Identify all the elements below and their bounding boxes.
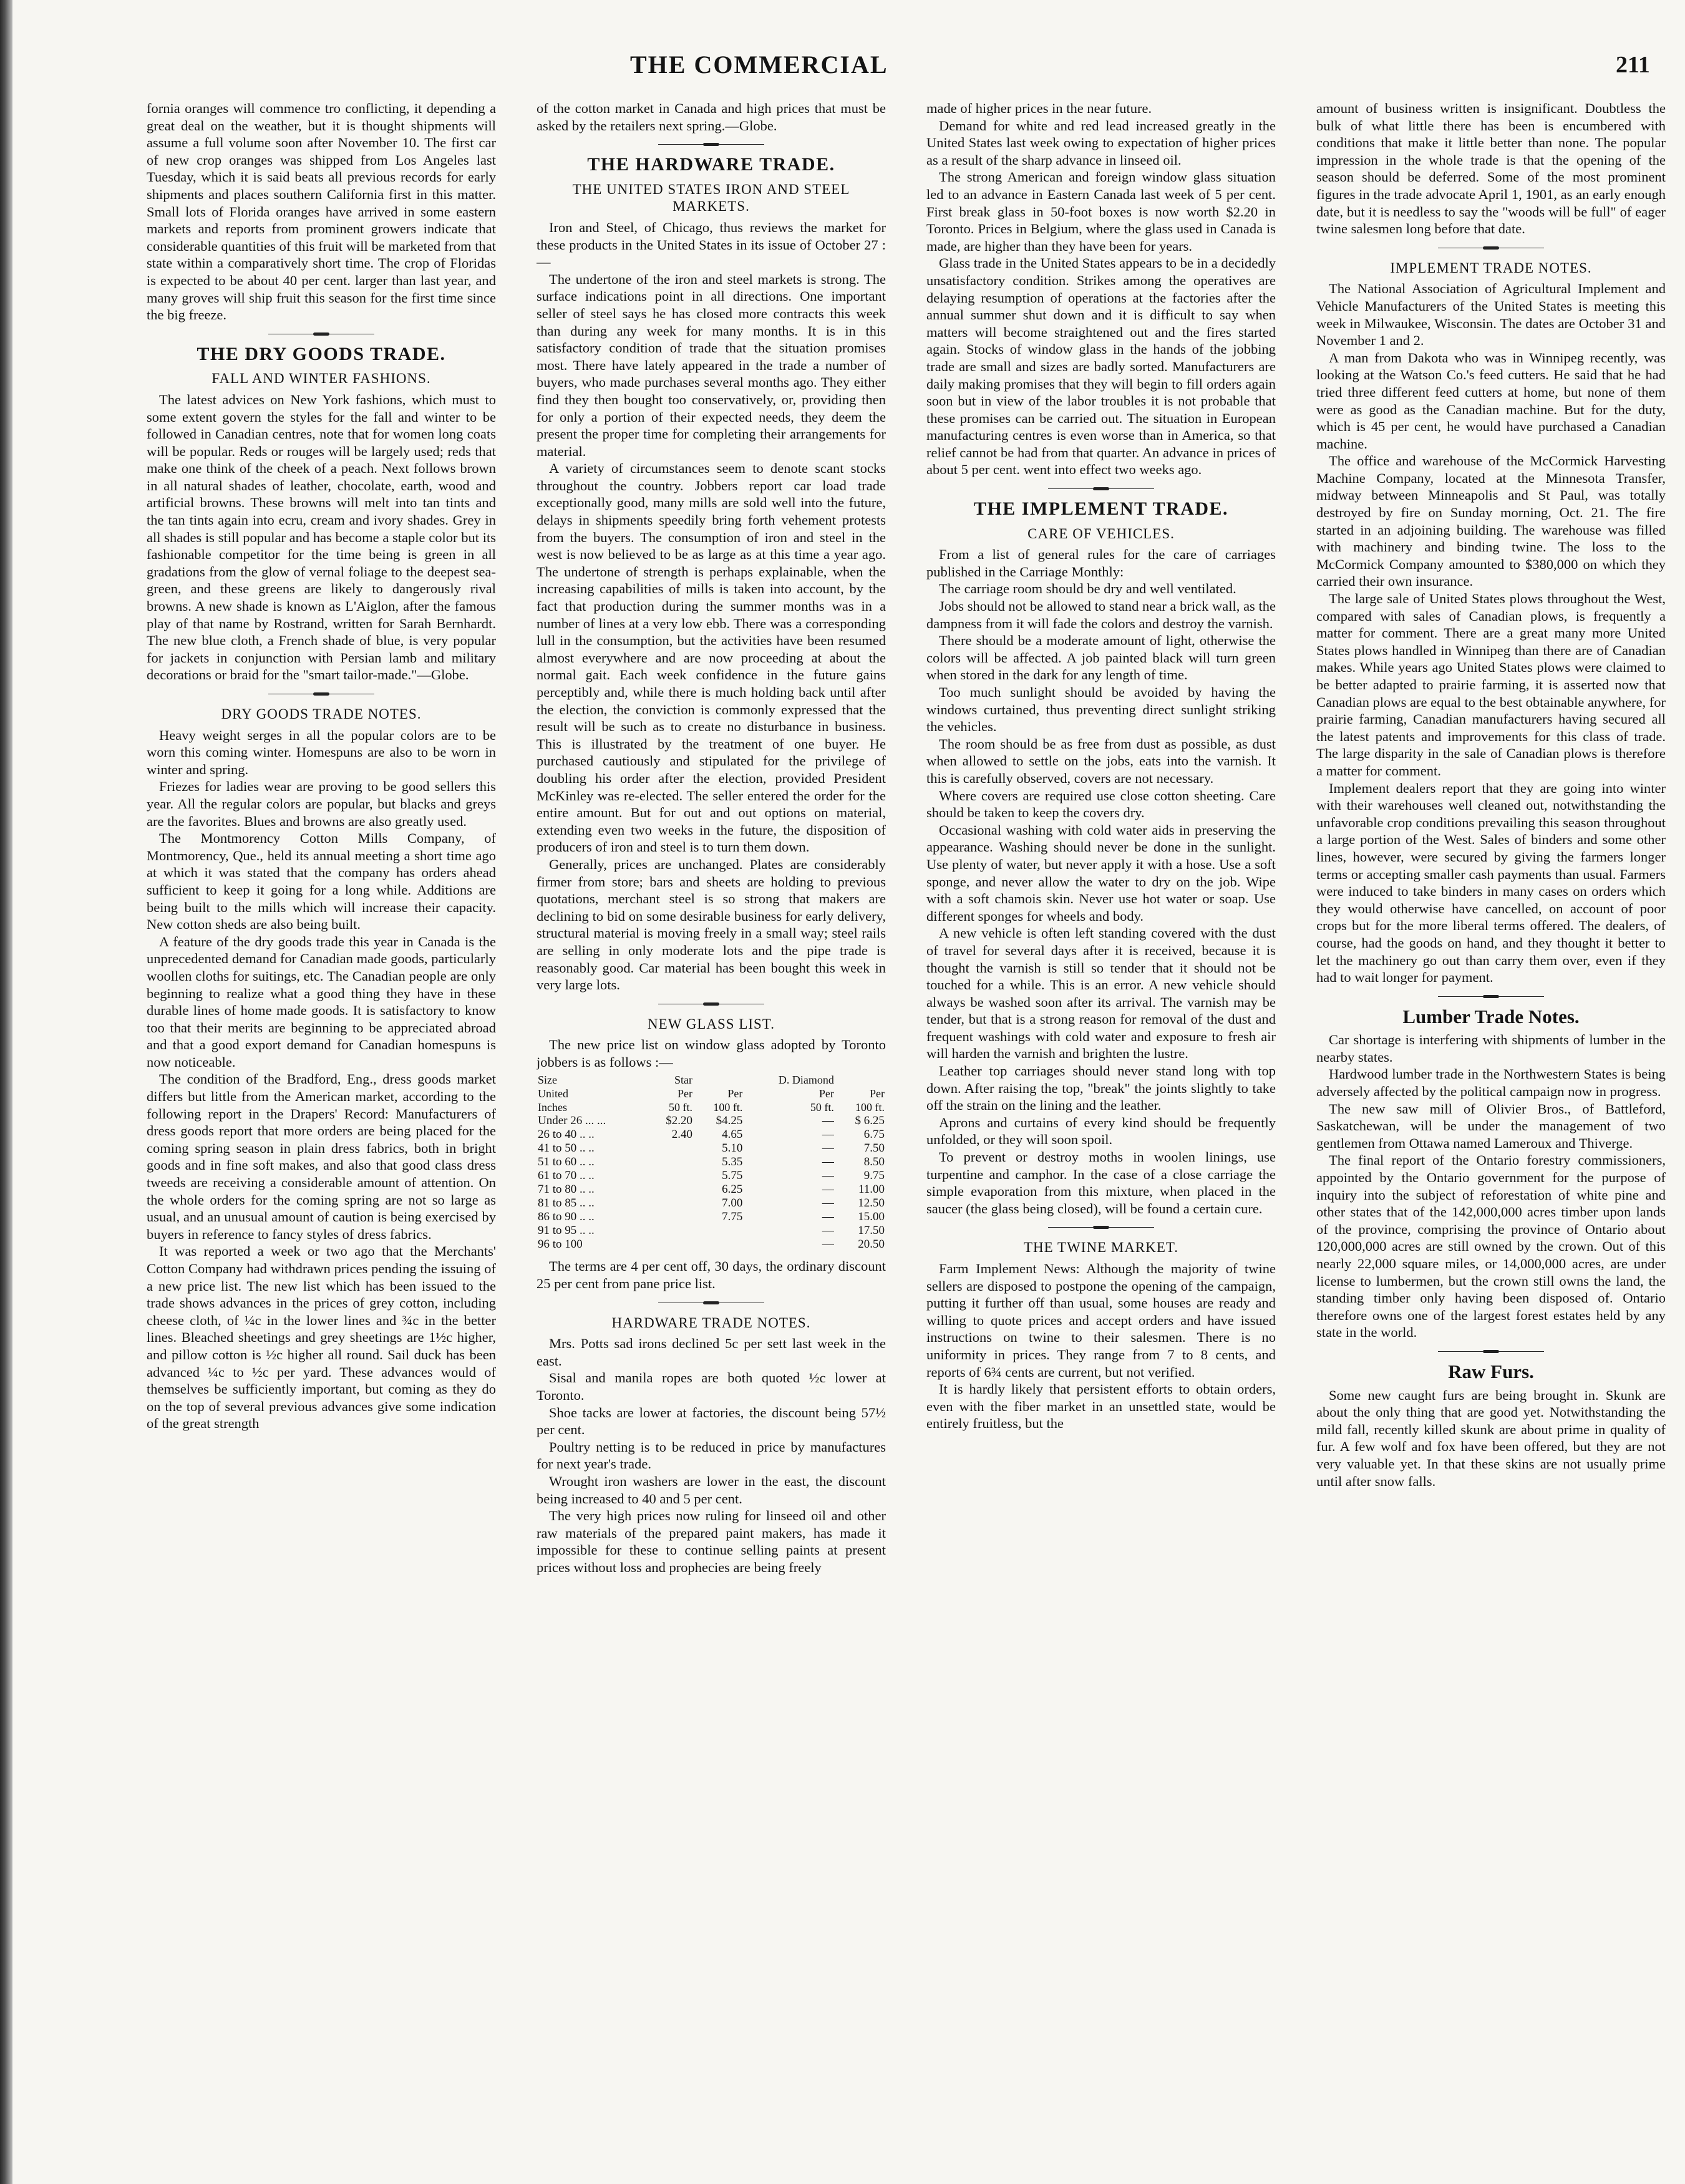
table-cell: Per bbox=[727, 1087, 743, 1100]
table-cell: 71 to 80 .. .. bbox=[538, 1183, 595, 1196]
table-cell bbox=[648, 1155, 694, 1169]
page-binding-edge bbox=[0, 0, 12, 2184]
section-divider bbox=[268, 692, 374, 696]
table-cell: 6.75 bbox=[863, 1128, 885, 1142]
subheading-dry-goods-notes: DRY GOODS TRADE NOTES. bbox=[221, 706, 422, 722]
table-cell bbox=[648, 1183, 694, 1196]
table-cell: 50 ft. bbox=[810, 1101, 834, 1114]
article-paragraph: Wrought iron washers are lower in the east, the discount being increased to 40 and 5 per cent. bbox=[537, 1473, 886, 1507]
page-number: 211 bbox=[1616, 52, 1650, 78]
table-header-row bbox=[537, 1073, 886, 1087]
section-heading-implement: THE IMPLEMENT TRADE. bbox=[973, 498, 1229, 520]
table-cell: Star bbox=[674, 1074, 693, 1087]
table-cell: — bbox=[822, 1142, 834, 1155]
section-divider bbox=[1048, 487, 1154, 490]
table-cell: 86 to 90 .. .. bbox=[538, 1210, 595, 1224]
table-cell: 7.00 bbox=[722, 1196, 743, 1210]
table-cell: — bbox=[822, 1155, 834, 1169]
section-divider bbox=[658, 143, 764, 146]
article-paragraph: A man from Dakota who was in Winnipeg recently, was looking at the Watson Co.'s feed cutters. He said that he had tried three different feed cutters at home, but none of them were as good as the Canadian machine. But for the duty, which is 45 per cent, he would have purchased a Canadian machine. bbox=[1316, 349, 1666, 452]
table-row bbox=[537, 1183, 886, 1196]
section-divider bbox=[1438, 1350, 1544, 1353]
section-divider bbox=[1438, 246, 1544, 250]
column-3 bbox=[926, 100, 1276, 2171]
article-paragraph: Sisal and manila ropes are both quoted ½c lower at Toronto. bbox=[537, 1370, 886, 1404]
article-paragraph: Shoe tacks are lower at factories, the discount being 57½ per cent. bbox=[537, 1404, 886, 1438]
table-cell: Per bbox=[677, 1087, 693, 1100]
table-cell: 2.40 bbox=[671, 1128, 693, 1142]
table-cell bbox=[648, 1210, 694, 1224]
table-cell: 5.10 bbox=[722, 1142, 743, 1155]
table-cell: United bbox=[538, 1087, 568, 1100]
table-row bbox=[537, 1142, 886, 1155]
article-paragraph: Poultry netting is to be reduced in price by manufactures for next year's trade. bbox=[537, 1439, 886, 1472]
table-row bbox=[537, 1169, 886, 1183]
section-divider bbox=[1048, 1226, 1154, 1229]
article-paragraph: Aprons and curtains of every kind should be frequently unfolded, or they will soon spoil. bbox=[926, 1114, 1276, 1148]
article-paragraph: It was reported a week or two ago that the Merchants' Cotton Company had withdrawn prices pending the issuing of a new price list. The new list which has been issued to the trade shows advances in the prices of grey cotton, including cheese cloth, of ¼c in the lower lines and ¾c in the better lines. Bleached sheetings and grey sheetings are 1½c higher, and pillow cotton is ½c higher all round. Sail duck has been advanced ¼c to ½c per yard. These advances would of themselves be sufficiently important, but coming as they do on the top of several previous advances give some indication of the great strength bbox=[147, 1243, 496, 1432]
subheading-glass-list: NEW GLASS LIST. bbox=[648, 1016, 775, 1032]
table-cell: $4.25 bbox=[716, 1114, 743, 1128]
table-cell: Per bbox=[818, 1087, 834, 1100]
table-row bbox=[537, 1114, 886, 1128]
article-paragraph: Some new caught furs are being brought in. Skunk are about the only thing that are good yet. Notwithstanding the mild fall, recently killed skunk are about prime in quality of fur. A few wolf and fox have been offered, but they are not very valuable yet. In that these skins are not usually prime until after snow falls. bbox=[1316, 1387, 1666, 1489]
table-cell: 17.50 bbox=[858, 1224, 885, 1238]
article-paragraph: The carriage room should be dry and well ventilated. bbox=[939, 581, 1236, 597]
article-paragraph: The National Association of Agricultural Implement and Vehicle Manufacturers of the United States is meeting this week in Milwaukee, Wisconsin. The dates are October 31 and November 1 and 2. bbox=[1316, 281, 1666, 349]
article-paragraph: The room should be as free from dust as possible, as dust when allowed to settle on the jobs, eats into the varnish. It this is carefully observed, covers are not necessary. bbox=[926, 735, 1276, 786]
table-header-row bbox=[537, 1100, 886, 1114]
table-cell bbox=[648, 1196, 694, 1210]
article-paragraph: The Montmorency Cotton Mills Company, of Montmorency, Que., held its annual meeting a short time ago at which it was stated that the company has orders ahead sufficient to keep it going for a long while. Additions are being built to the mills which will increase their capacity. New cotton sheds are also being built. bbox=[147, 830, 496, 933]
article-paragraph: The new saw mill of Olivier Bros., of Battleford, Saskatchewan, will be under the management of two gentlemen from Ottawa named Lameroux and Thiverge. bbox=[1316, 1100, 1666, 1151]
table-cell: 51 to 60 .. .. bbox=[538, 1155, 595, 1169]
table-cell: — bbox=[822, 1224, 834, 1238]
subheading-hardware-notes: HARDWARE TRADE NOTES. bbox=[611, 1314, 811, 1331]
table-cell: — bbox=[822, 1196, 834, 1210]
table-cell: — bbox=[822, 1128, 834, 1142]
table-cell: 100 ft. bbox=[713, 1101, 743, 1114]
section-heading-raw-furs: Raw Furs. bbox=[1448, 1360, 1534, 1382]
article-paragraph: Glass trade in the United States appears to be in a decidedly unsatisfactory condition. Strikes among the operatives are delaying resumption of operations at the factories after the annual summer shut down and it is difficult to say when matters will become straightened out and the fires started again. Stocks of window glass in the hands of the jobbing trade are small and sizes are badly sorted. Manufacturers are daily making promises that they will begin to fill orders again soon but in view of the labor troubles it is not probable that these promises can be carried out. The situation in European manufacturing centres is even worse than in America, so that relief cannot be had from that quarter. An advance in prices of about 5 per cent. went into effect two weeks ago. bbox=[926, 255, 1276, 478]
article-paragraph: The final report of the Ontario forestry commissioners, appointed by the Ontario government for the purpose of inquiry into the subject of reforestation of white pine and other states that of the 142,000,000 acres timber upon lands of the province, comprising the province of Ontario about 120,000,000 acres are still owned by the crown. Out of this nearly 22,000 square miles, or 14,000,000 acres, are under license to lumbermen, but the crown still owns the land, the standing timber only having been disposed of. Ontario therefore owns one of the largest forest estates held by any state in the world. bbox=[1316, 1152, 1666, 1341]
article-paragraph: Implement dealers report that they are going into winter with their warehouses well cleaned out, notwithstanding the unfavorable crop conditions prevailing this season throughout a large portion of the West. Sales of binders and some other lines, however, were secured by giving the farmers longer terms or accepting smaller cash payments than usual. Farmers were induced to take binders in many cases on orders which they would otherwise have cancelled, on account of poor crops but for the more liberal terms offered. The dealers, of course, had the goods on hand, and they thought it better to let the machinery go out than carry them over, even if they had to wait longer for payment. bbox=[1316, 780, 1666, 986]
article-paragraph: made of higher prices in the near future. bbox=[926, 100, 1152, 116]
article-paragraph: The new price list on window glass adopted by Toronto jobbers is as follows :— bbox=[537, 1037, 886, 1070]
table-cell: Size bbox=[538, 1074, 557, 1087]
column-4 bbox=[1316, 100, 1666, 2171]
table-cell: 100 ft. bbox=[855, 1101, 885, 1114]
article-paragraph: It is hardly likely that persistent efforts to obtain orders, even with the fiber market in an unsettled state, would be entirely fruitless, but the bbox=[926, 1381, 1276, 1432]
subheading-implement-notes: IMPLEMENT TRADE NOTES. bbox=[1390, 260, 1592, 276]
article-paragraph: fornia oranges will commence tro conflicting, it depending a great deal on the weather, but it is thought shipments will assume a full volume soon after November 10. The first car of new crop oranges was shipped from Los Angeles last Tuesday, which it is said beats all previous records for early shipments and places southern California first in this matter. Small lots of Florida oranges have arrived in some eastern markets and reports from prominent growers indicate that considerable quantities of this fruit will be marketed from that state within a comparatively short time. The crop of Floridas is expected to be about 40 per cent. larger than last year, and many groves will ship fruit this season for the first time since the big freeze. bbox=[147, 100, 496, 323]
article-paragraph: Generally, prices are unchanged. Plates are considerably firmer from store; bars and sheets are holding to previous quotations, merchant steel is so strong that makers are declining to bid on some desirable business for early delivery, structural material is moving freely in a small way; steel rails are selling in only moderate lots and the pipe trade is reasonably good. Car material has been bought this week in very large lots. bbox=[537, 856, 886, 993]
running-title: THE COMMERCIAL bbox=[630, 51, 888, 79]
article-paragraph: The undertone of the iron and steel markets is strong. The surface indications point in all directions. One important seller of steel says he has closed more contracts this week than during any week for many months. It is in this satisfactory condition of trade that the situation promises most. There have lately appeared in the trade a number of buyers, who made purchases several months ago. They either find they then bought too conservatively, or, providing then for only a portion of their expected needs, they deem the present the proper time for completing their arrangements for material. bbox=[537, 271, 886, 459]
article-paragraph: The latest advices on New York fashions, which must to some extent govern the styles for the fall and winter to be followed in Canadian centres, note that for women long coats will be popular. Reds or rouges will be largely used; reds that make one think of the cheek of a peach. Next follows brown in all natural shades of leather, chocolate, earth, wood and artificial browns. These browns will melt into tan tints and the tan tints again into ecru, cream and ivory shades. Grey in all shades is still popular and has become a staple color but its fashionable competitor for the time being is green in all gradations from the glow of vernal foliage to the deepest sea-green, and these greens are likely to dangerously rival browns. A new shade is known as L'Aiglon, after the famous play of that name by Rostrand, written for Sarah Bernhardt. The new blue cloth, a French shade of blue, is very popular for jackets in conjunction with Persian lamb and military decorations or braid for the "smart tailor-made."—Globe. bbox=[147, 391, 496, 683]
article-paragraph: The strong American and foreign window glass situation led to an advance in Eastern Canada last week of 5 per cent. First break glass in 50-foot boxes is now worth $2.20 in Toronto. Prices in Belgium, where the glass used in Canada is made, are higher than they have been for years. bbox=[926, 169, 1276, 254]
article-paragraph: Hardwood lumber trade in the Northwestern States is being adversely affected by the political campaign now in progress. bbox=[1316, 1066, 1666, 1100]
article-paragraph: Jobs should not be allowed to stand near a brick wall, as the dampness from it will fade the colors and destroy the varnish. bbox=[926, 598, 1276, 631]
table-cell bbox=[648, 1238, 694, 1251]
table-cell: Under 26 ... ... bbox=[538, 1114, 606, 1128]
table-cell: — bbox=[822, 1238, 834, 1251]
table-cell: 7.50 bbox=[863, 1142, 885, 1155]
article-paragraph: The condition of the Bradford, Eng., dress goods market differs but little from the American market, according to the following report in the Drapers' Record: Manufacturers of dress goods report that more orders are being placed for the coming spring season in plain dress fabrics, both in bright goods and in fine soft makes, and also that good class dress tweeds are receiving a considerable amount of attention. On the whole orders for the coming spring are not so large as usual, and an unusual amount of caution is being exercised by buyers in reference to fancy styles of dress fabrics. bbox=[147, 1071, 496, 1242]
article-paragraph: There should be a moderate amount of light, otherwise the colors will be affected. A job painted black will turn green when stored in the dark for any length of time. bbox=[926, 633, 1276, 683]
article-paragraph: The very high prices now ruling for linseed oil and other raw materials of the prepared paint makers, has made it impossible for these to continue selling paints at present prices without loss and prophecies are being freely bbox=[537, 1508, 886, 1575]
table-cell: 6.25 bbox=[722, 1183, 743, 1196]
table-cell: 50 ft. bbox=[669, 1101, 693, 1114]
table-row bbox=[537, 1155, 886, 1169]
subheading-twine-market: THE TWINE MARKET. bbox=[1023, 1240, 1179, 1256]
glass-price-table bbox=[537, 1073, 886, 1251]
table-row bbox=[537, 1210, 886, 1224]
article-paragraph: Mrs. Potts sad irons declined 5c per sett last week in the east. bbox=[537, 1336, 886, 1369]
table-cell: 41 to 50 .. .. bbox=[538, 1142, 595, 1155]
table-cell: 5.35 bbox=[722, 1155, 743, 1169]
article-paragraph: A feature of the dry goods trade this year in Canada is the unprecedented demand for Canadian made goods, particularly woollen cloths for suitings, etc. The Canadian people are only beginning to realize what a good thing they have in these durable lines of home made goods. It is satisfactory to know too that their merits are beginning to be appreciated abroad and that a good export demand for Canadian homespuns is now noticeable. bbox=[147, 933, 496, 1070]
article-paragraph: A variety of circumstances seem to denote scant stocks throughout the country. Jobbers report car load trade exceptionally good, many mills are sold well into the future, delays in shipments speedily bring forth vehement protests from the buyers. The consumption of iron and steel in the west is now believed to be as large as at this time a year ago. The undertone of strength is perhaps explainable, when the increasing capabilities of mills is taken into account, by the fact that production during the summer months was in a number of lines at a very low ebb. There was a corresponding lull in the consumption, but the activities have been resumed almost everywhere and are now proceeding at about the normal gait. Each week confidence in the future gains perceptibly and, while there is much holding back until after the election, the conviction is commonly expressed that the result will be such as to create no disturbance in business. This is illustrated by the treatment of one buyer. He purchased cautiously and stipulated for the privilege of doubling his order after the election, provided President McKinley was re-elected. The seller entered the order for the entire amount. But for out and out options on material, extending even two weeks in the future, the disposition of producers of iron and steel is to turn them down. bbox=[537, 460, 886, 855]
table-cell: 4.65 bbox=[722, 1128, 743, 1142]
table-cell bbox=[694, 1073, 744, 1087]
table-cell: 20.50 bbox=[858, 1238, 885, 1251]
table-cell bbox=[648, 1224, 694, 1238]
article-paragraph: The large sale of United States plows throughout the West, compared with sales of Canadian plows, is frequently a matter for comment. There are a great many more United States plows handled in Winnipeg than there are of Canadian makes. While years ago United States plows were claimed to be better adapted to prairie farming, it is asserted now that Canadian plows are equal to the best obtainable anywhere, for prairie farming, Canadian manufacturers having secured all the latest patents and improvements for this class of trade. The large disparity in the sale of Canadian plows is therefore a matter for comment. bbox=[1316, 591, 1666, 779]
article-paragraph: Iron and Steel, of Chicago, thus reviews the market for these products in the United States in its issue of October 27 :— bbox=[537, 219, 886, 270]
column-1 bbox=[147, 100, 496, 2171]
column-2 bbox=[537, 100, 886, 2171]
section-heading-lumber: Lumber Trade Notes. bbox=[1402, 1005, 1580, 1027]
article-paragraph: From a list of general rules for the care of carriages published in the Carriage Monthly: bbox=[926, 546, 1276, 580]
table-row bbox=[537, 1128, 886, 1142]
table-cell bbox=[694, 1224, 744, 1238]
table-cell: 96 to 100 bbox=[538, 1238, 583, 1251]
table-cell: — bbox=[822, 1114, 834, 1128]
article-paragraph: Leather top carriages should never stand long with top down. After raising the top, "break" the joints slightly to take off the strain on the lining and the leather. bbox=[926, 1063, 1276, 1114]
table-cell: — bbox=[822, 1169, 834, 1183]
table-cell: 5.75 bbox=[722, 1169, 743, 1183]
table-row bbox=[537, 1196, 886, 1210]
table-cell: — bbox=[822, 1210, 834, 1224]
table-row bbox=[537, 1224, 886, 1238]
table-cell bbox=[648, 1169, 694, 1183]
table-cell: 81 to 85 .. .. bbox=[538, 1196, 595, 1210]
subheading-fashions: FALL AND WINTER FASHIONS. bbox=[211, 371, 431, 387]
article-paragraph: Too much sunlight should be avoided by having the windows curtained, thus preventing direct sunlight striking the vehicles. bbox=[926, 684, 1276, 735]
article-paragraph: Heavy weight serges in all the popular colors are to be worn this coming winter. Homespuns are also to be worn in winter and spring. bbox=[147, 727, 496, 777]
table-cell: $ 6.25 bbox=[855, 1114, 885, 1128]
article-paragraph: Where covers are required use close cotton sheeting. Care should be taken to keep the covers dry. bbox=[926, 787, 1276, 821]
table-cell: $2.20 bbox=[666, 1114, 693, 1128]
table-cell bbox=[648, 1142, 694, 1155]
article-paragraph: Car shortage is interfering with shipments of lumber in the nearby states. bbox=[1316, 1032, 1666, 1065]
table-cell: Inches bbox=[538, 1101, 567, 1114]
table-cell: 11.00 bbox=[858, 1183, 885, 1196]
table-cell: 15.00 bbox=[858, 1210, 885, 1224]
article-paragraph: Farm Implement News: Although the majority of twine sellers are disposed to postpone the opening of the campaign, putting it further off than usual, some houses are ready and willing to quote prices and accept orders and have issued instructions on twine to their salesmen. There is no uniformity in prices. They range from 7 to 8 cents, and reports of 6¾ cents are current, but not verified. bbox=[926, 1261, 1276, 1380]
table-cell: 61 to 70 .. .. bbox=[538, 1169, 595, 1183]
table-cell bbox=[835, 1073, 886, 1087]
section-divider bbox=[658, 1301, 764, 1304]
table-cell: 7.75 bbox=[722, 1210, 743, 1224]
article-paragraph: amount of business written is insignificant. Doubtless the bulk of what little there has been is encumbered with conditions that make it little better than none. The popular impression in the whole trade is that the opening of the season should be deferred. Some of the most prominent figures in the trade advocate April 1, 1901, as an early enough date, but it is needless to say the "woods will be full" of eager twine salesmen long before that date. bbox=[1316, 100, 1666, 237]
table-cell: 12.50 bbox=[858, 1196, 885, 1210]
article-paragraph: of the cotton market in Canada and high prices that must be asked by the retailers next spring.—Globe. bbox=[537, 100, 886, 133]
article-paragraph: A new vehicle is often left standing covered with the dust of travel for several days after it is received, because it is thought the varnish is still so tender that it should not be touched for a while. This is an error. A new vehicle should always be washed soon after its arrival. The varnish may be tender, but that is a strong reason for removal of the dust and frequent washings with cold water and exposure to fresh air will harden the varnish and brighten the lustre. bbox=[926, 925, 1276, 1062]
article-paragraph: Demand for white and red lead increased greatly in the United States last week owing to expectation of higher prices as a result of the sharp advance in linseed oil. bbox=[926, 117, 1276, 168]
section-heading-hardware: THE HARDWARE TRADE. bbox=[587, 154, 835, 175]
table-row bbox=[537, 1238, 886, 1251]
article-paragraph: To prevent or destroy moths in woolen linings, use turpentine and camphor. In the case of a close carriage the simple evaporation from this mixture, when placed in the saucer (the glass being closed), will be found a certain cure. bbox=[926, 1149, 1276, 1216]
section-divider bbox=[268, 332, 374, 336]
section-heading-dry-goods: THE DRY GOODS TRADE. bbox=[197, 343, 446, 364]
article-paragraph: Occasional washing with cold water aids in preserving the appearance. Washing should never be done in the sunlight. Use plenty of water, but never apply it with a hose. Use a soft sponge, and never allow the water to dry on the job. Wipe with a soft chamois skin. Never use hot water or soap. Use different sponges for wheels and body. bbox=[926, 822, 1276, 924]
subheading-vehicles: CARE OF VEHICLES. bbox=[1027, 525, 1175, 541]
section-divider bbox=[658, 1002, 764, 1006]
section-divider bbox=[1438, 995, 1544, 998]
table-cell: — bbox=[822, 1183, 834, 1196]
article-paragraph: Friezes for ladies wear are proving to be good sellers this year. All the regular colors are popular, but blacks and greys are the favorites. Blues and browns are also greatly used. bbox=[147, 779, 496, 829]
table-header-row bbox=[537, 1087, 886, 1100]
table-cell: 26 to 40 .. .. bbox=[538, 1128, 595, 1142]
table-cell: 91 to 95 .. .. bbox=[538, 1224, 595, 1238]
table-cell bbox=[694, 1238, 744, 1251]
table-cell: D. Diamond bbox=[778, 1074, 834, 1087]
table-cell: 8.50 bbox=[863, 1155, 885, 1169]
article-paragraph: The terms are 4 per cent off, 30 days, the ordinary discount 25 per cent from pane price list. bbox=[537, 1258, 886, 1292]
page-header bbox=[0, 44, 1685, 81]
table-cell: Per bbox=[870, 1087, 885, 1100]
subheading-iron-steel: THE UNITED STATES IRON AND STEEL MARKETS. bbox=[572, 181, 850, 215]
article-paragraph: The office and warehouse of the McCormick Harvesting Machine Company, located at the Minnesota Transfer, midway between Minneapolis and St Paul, was totally destroyed by fire on Sunday morning, Oct. 21. The fire started in an adjoining building. The warehouse was filled with machinery and binding twine. The loss to the McCormick Company amounted to $380,000 on which they carried their own insurance. bbox=[1316, 453, 1666, 590]
table-cell: 9.75 bbox=[863, 1169, 885, 1183]
